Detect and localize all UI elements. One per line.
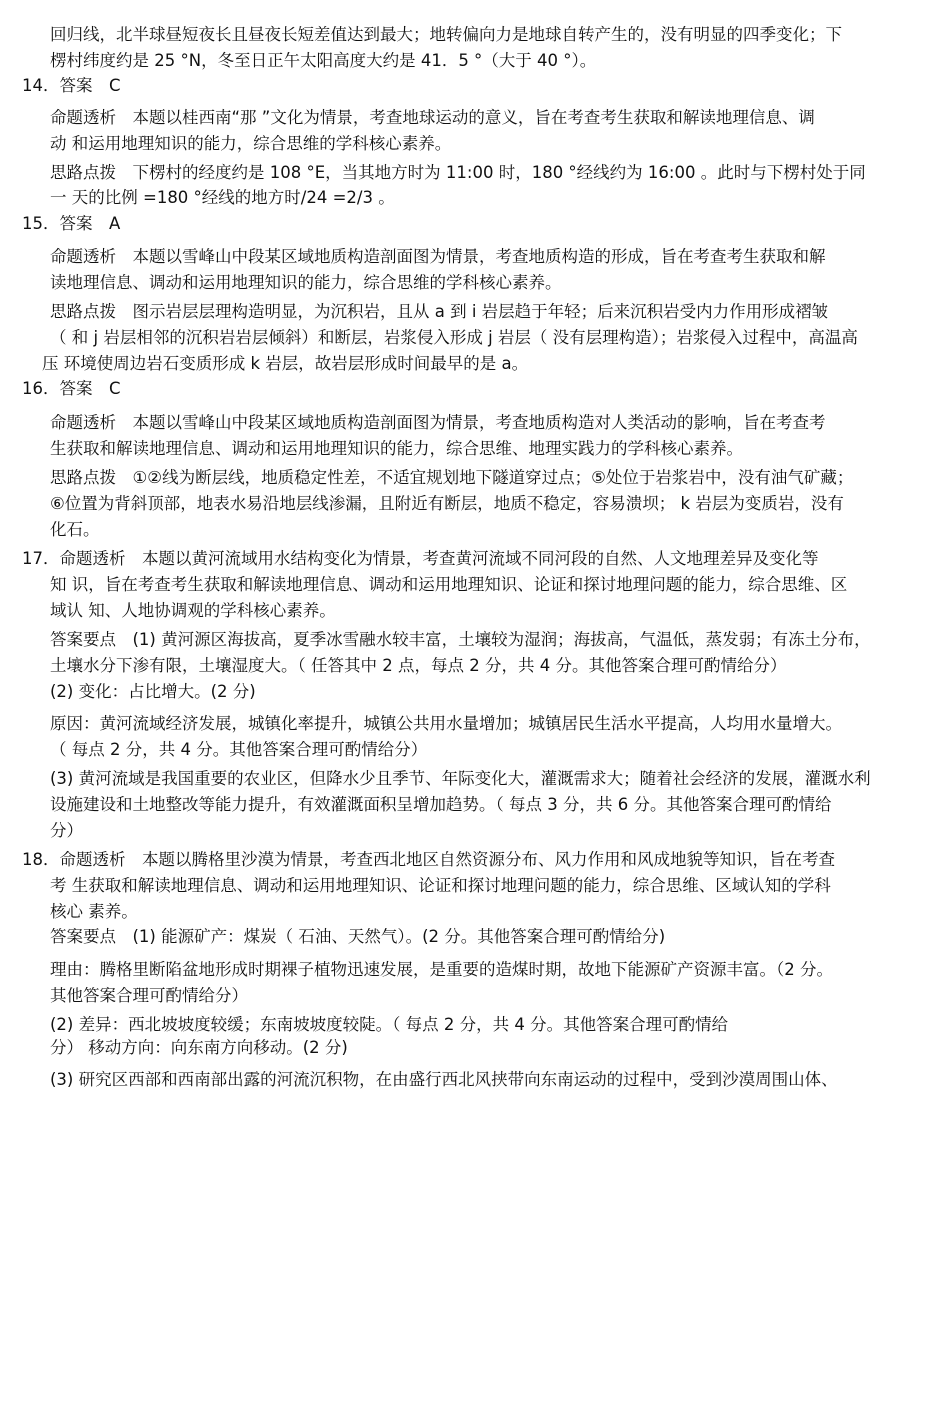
answer-heading-17: 17．命题透析 本题以黄河流域用水结构变化为情景，考查黄河流域不同河段的自然、人文地理差异及变化等 <box>22 549 819 568</box>
text-line: 命题透析 本题以雪峰山中段某区域地质构造剖面图为情景，考查地质构造对人类活动的影响，旨在考查考 <box>50 413 826 432</box>
text-line: 楞村纬度约是 25 °N，冬至日正午太阳高度大约是 41．5 °（大于 40 °）。 <box>50 51 597 70</box>
text-line: 知 识，旨在考查考生获取和解读地理信息、调动和运用地理知识、论证和探讨地理问题的能力，综合思维、区 <box>50 575 848 594</box>
text-line: （ 每点 2 分，共 4 分。其他答案合理可酌情给分） <box>50 740 428 759</box>
answer-heading-18: 18．命题透析 本题以腾格里沙漠为情景，考查西北地区自然资源分布、风力作用和风成地貌等知识，旨在考查 <box>22 850 835 869</box>
answer-heading-14: 14．答案 C <box>22 76 121 95</box>
text-line: 理由：腾格里断陷盆地形成时期裸子植物迅速发展，是重要的造煤时期，故地下能源矿产资源丰富。（2 分。 <box>50 960 833 979</box>
text-line: 其他答案合理可酌情给分） <box>50 986 248 1005</box>
text-line: 压 环境使周边岩石变质形成 k 岩层，故岩层形成时间最早的是 a。 <box>42 354 529 373</box>
answer-heading-16: 16．答案 C <box>22 379 121 398</box>
text-line: 回归线，北半球昼短夜长且昼夜长短差值达到最大；地转偏向力是地球自转产生的，没有明显的四季变化；下 <box>50 25 842 44</box>
text-line: 命题透析 本题以雪峰山中段某区域地质构造剖面图为情景，考查地质构造的形成，旨在考查考生获取和解 <box>50 247 826 266</box>
text-line: 域认 知、人地协调观的学科核心素养。 <box>50 601 336 620</box>
text-line: 化石。 <box>50 520 100 539</box>
text-line: 设施建设和土地整改等能力提升，有效灌溉面积呈增加趋势。（ 每点 3 分，共 6 分。其他答案合理可酌情给 <box>50 795 832 814</box>
text-line: 原因：黄河流域经济发展，城镇化率提升，城镇公共用水量增加；城镇居民生活水平提高，人均用水量增大。 <box>50 714 842 733</box>
text-line: （ 和 j 岩层相邻的沉积岩岩层倾斜）和断层，岩浆侵入形成 j 岩层（ 没有层理构造）；岩浆侵入过程中，高温高 <box>50 328 858 347</box>
text-line: 生获取和解读地理信息、调动和运用地理知识的能力，综合思维、地理实践力的学科核心素养。 <box>50 439 743 458</box>
text-line: 答案要点 (1) 黄河源区海拔高，夏季冰雪融水较丰富，土壤较为湿润；海拔高，气温低，蒸发弱；有冻土分布， <box>50 630 871 649</box>
answer-heading-15: 15．答案 A <box>22 214 121 233</box>
text-line: 动 和运用地理知识的能力，综合思维的学科核心素养。 <box>50 134 452 153</box>
text-line: 答案要点 (1) 能源矿产：煤炭（ 石油、天然气）。(2 分。其他答案合理可酌情给分) <box>50 927 666 946</box>
text-line: 土壤水分下渗有限，土壤湿度大。（ 任答其中 2 点，每点 2 分，共 4 分。其他答案合理可酌情给分） <box>50 656 787 675</box>
text-line: 命题透析 本题以桂西南“那 ”文化为情景，考查地球运动的意义，旨在考查考生获取和解读地理信息、调 <box>50 108 815 127</box>
text-line: (2) 差异：西北坡坡度较缓；东南坡坡度较陡。（ 每点 2 分，共 4 分。其他答案合理可酌情给 <box>50 1015 729 1034</box>
text-line: 思路点拨 图示岩层层理构造明显，为沉积岩，且从 a 到 i 岩层趋于年轻；后来沉积岩受内力作用形成褶皱 <box>50 302 829 321</box>
text-line: 考 生获取和解读地理信息、调动和运用地理知识、论证和探讨地理问题的能力，综合思维、区域认知的学科 <box>50 876 831 895</box>
text-line: 核心 素养。 <box>50 902 138 921</box>
text-line: (3) 黄河流域是我国重要的农业区，但降水少且季节、年际变化大，灌溉需求大；随着社会经济的发展，灌溉水利 <box>50 769 871 788</box>
text-line: 思路点拨 下楞村的经度约是 108 °E，当其地方时为 11:00 时，180 °经线约为 16:00 。此时与下楞村处于同 <box>50 163 866 182</box>
text-line: 分） 移动方向：向东南方向移动。(2 分) <box>50 1038 348 1057</box>
text-line: (3) 研究区西部和西南部出露的河流沉积物，在由盛行西北风挟带向东南运动的过程中，受到沙漠周围山体、 <box>50 1070 838 1089</box>
text-line: ⑥位置为背斜顶部，地表水易沿地层线渗漏，且附近有断层，地质不稳定，容易溃坝； k 岩层为变质岩，没有 <box>50 494 844 513</box>
text-line: 读地理信息、调动和运用地理知识的能力，综合思维的学科核心素养。 <box>50 273 562 292</box>
text-line: (2) 变化：占比增大。(2 分) <box>50 682 256 701</box>
text-line: 一 天的比例 =180 °经线的地方时/24 =2/3 。 <box>50 188 395 207</box>
text-line: 分） <box>50 821 83 840</box>
text-line: 思路点拨 ①②线为断层线，地质稳定性差，不适宜规划地下隧道穿过点；⑤处位于岩浆岩中，没有油气矿藏； <box>50 468 854 487</box>
